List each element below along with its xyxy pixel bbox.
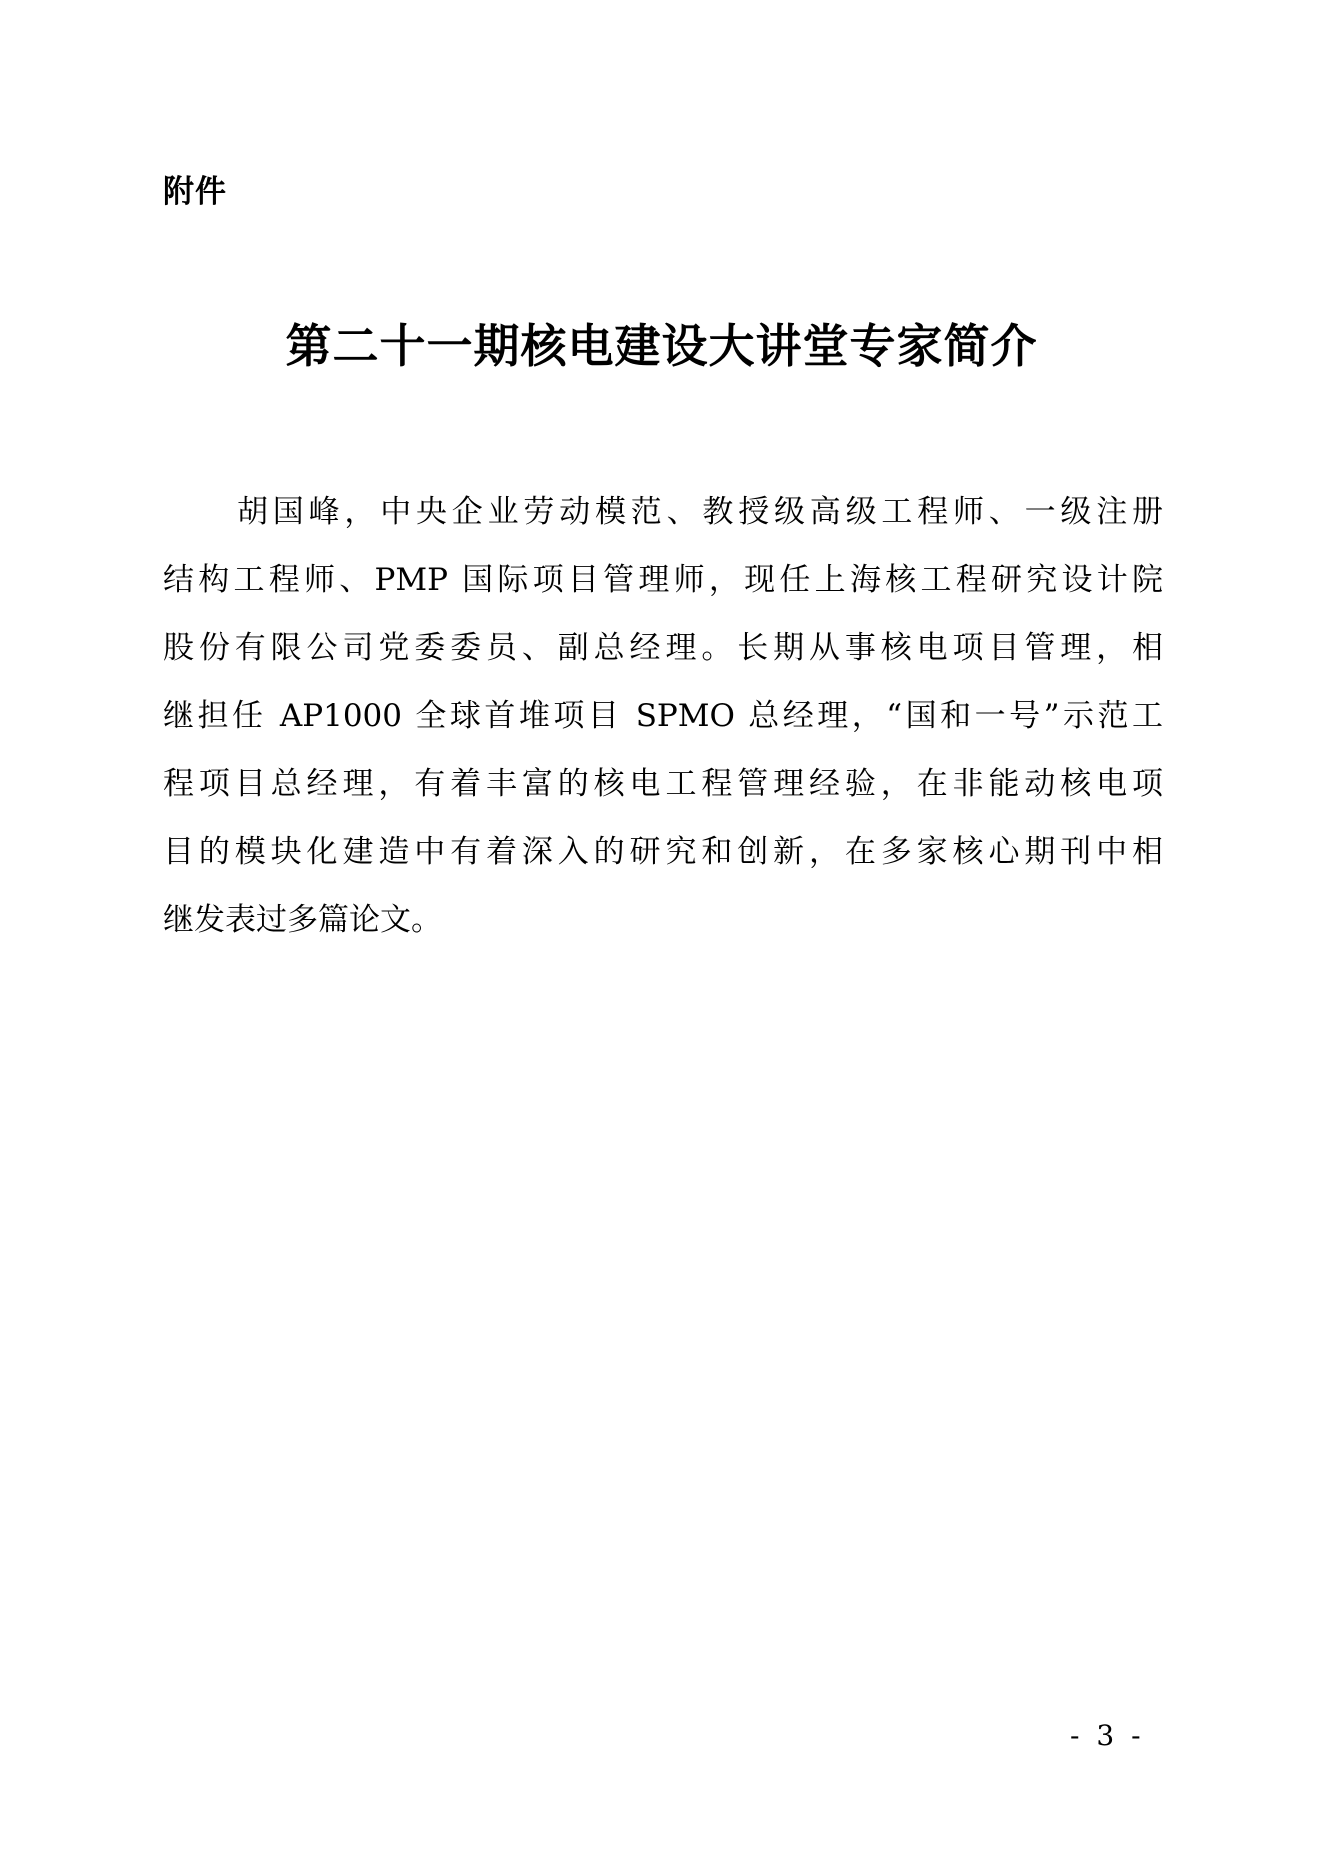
document-title: 第二十一期核电建设大讲堂专家简介 bbox=[285, 319, 1038, 373]
bio-line: 结构工程师、PMP 国际项目管理师，现任上海核工程研究设计院 bbox=[163, 562, 1163, 598]
expert-bio bbox=[163, 478, 1163, 954]
bio-line: 继发表过多篇论文。 bbox=[163, 902, 442, 938]
bio-line: 继担任 AP1000 全球首堆项目 SPMO 总经理，“国和一号”示范工 bbox=[163, 698, 1163, 734]
bio-line: 胡国峰，中央企业劳动模范、教授级高级工程师、一级注册 bbox=[237, 494, 1163, 530]
attachment-label: 附件 bbox=[163, 174, 227, 210]
bio-line: 股份有限公司党委委员、副总经理。长期从事核电项目管理，相 bbox=[163, 630, 1163, 666]
page-number: - 3 - bbox=[1070, 1719, 1145, 1752]
bio-line: 目的模块化建造中有着深入的研究和创新，在多家核心期刊中相 bbox=[163, 834, 1163, 870]
bio-line: 程项目总经理，有着丰富的核电工程管理经验，在非能动核电项 bbox=[163, 766, 1163, 802]
